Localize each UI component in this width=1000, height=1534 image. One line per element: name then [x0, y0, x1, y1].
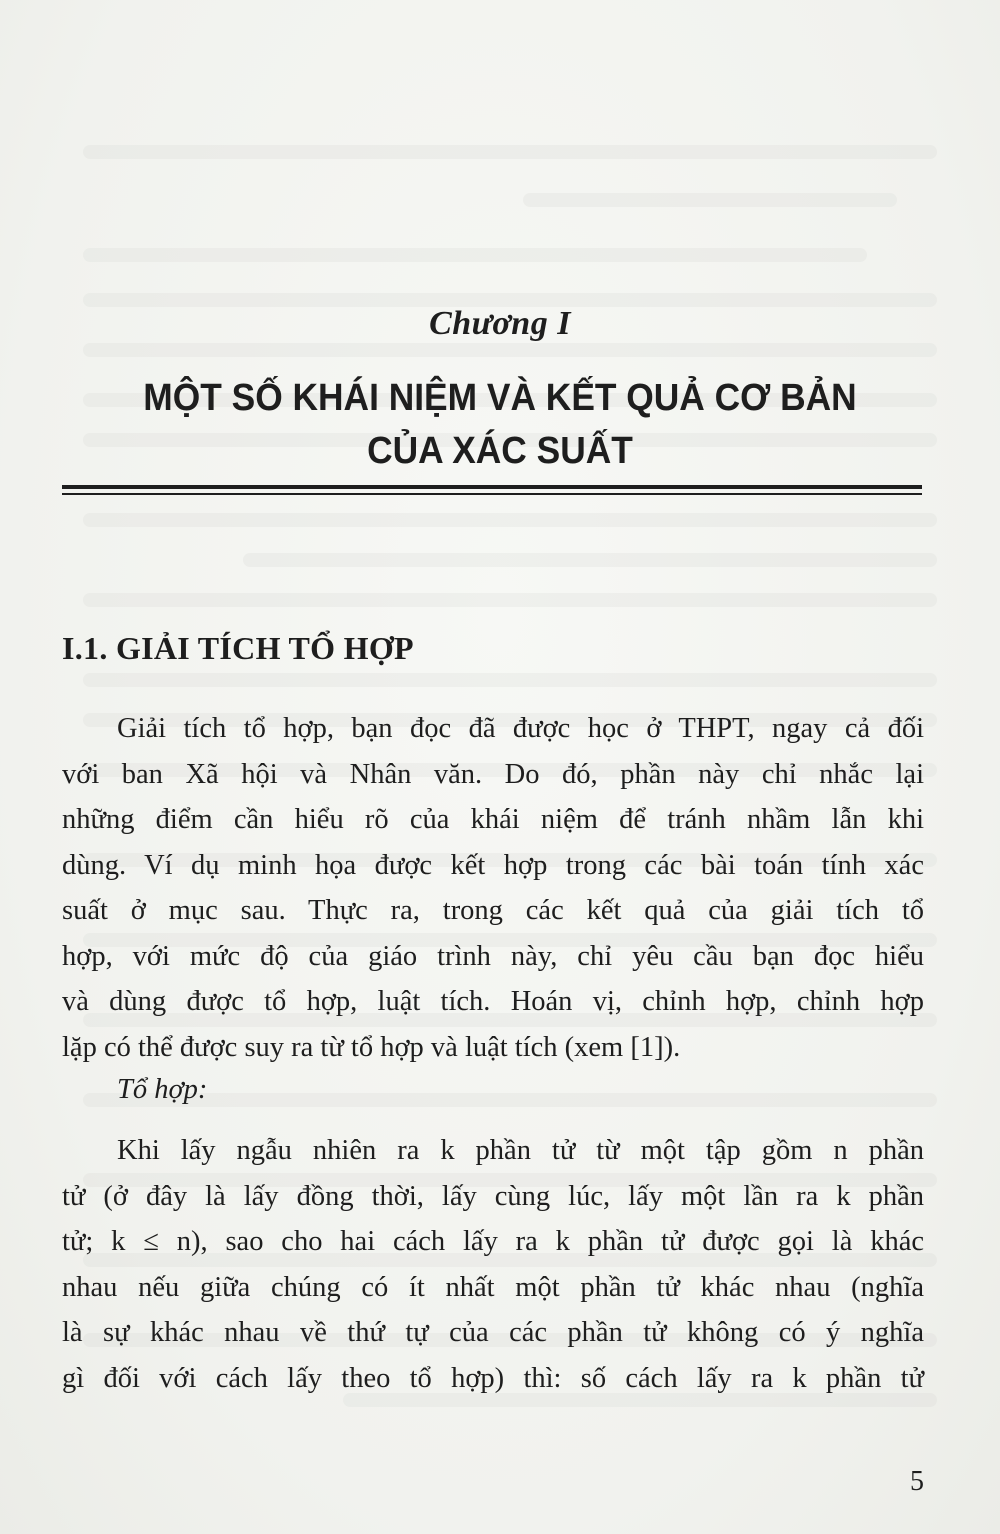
page-number: 5 [910, 1466, 924, 1497]
paragraph-line: Khi lấy ngẫu nhiên ra k phần tử từ một tập gồm n phần [117, 1135, 924, 1166]
chapter-label: Chương I [429, 305, 571, 342]
title-rule-thick [62, 485, 922, 489]
paragraph-line: là sự khác nhau về thứ tự của các phần tử không có ý nghĩa [62, 1317, 924, 1348]
paragraph-line: suất ở mục sau. Thực ra, trong các kết quả của giải tích tổ [62, 895, 924, 926]
chapter-title-line1: MỘT SỐ KHÁI NIỆM VÀ KẾT QUẢ CƠ BẢN [143, 377, 857, 419]
paragraph-line: tử (ở đây là lấy đồng thời, lấy cùng lúc, lấy một lần ra k phần [62, 1180, 924, 1212]
chapter-title-line2: CỦA XÁC SUẤT [367, 430, 633, 472]
paragraph-1 [62, 706, 924, 1070]
paragraph-line: tử; k ≤ n), sao cho hai cách lấy ra k phần tử được gọi là khác [62, 1226, 924, 1257]
paragraph-line: những điểm cần hiểu rõ của khái niệm để tránh nhầm lẫn khi [62, 804, 924, 835]
subheading-to-hop: Tổ hợp: [117, 1074, 208, 1105]
chapter-title [91, 372, 909, 478]
title-rule-thin [62, 493, 922, 495]
paragraph-line: với ban Xã hội và Nhân văn. Do đó, phần này chỉ nhắc lại [62, 758, 924, 790]
paragraph-line: lặp có thể được suy ra từ tổ hợp và luật tích (xem [1]). [62, 1031, 681, 1063]
paragraph-line: gì đối với cách lấy theo tổ hợp) thì: số cách lấy ra k phần tử [62, 1362, 924, 1394]
paragraph-line: và dùng được tổ hợp, luật tích. Hoán vị, chỉnh hợp, chỉnh hợp [62, 986, 924, 1017]
paragraph-2 [62, 1128, 924, 1401]
paragraph-line: hợp, với mức độ của giáo trình này, chỉ yêu cầu bạn đọc hiểu [62, 940, 924, 972]
section-heading: I.1. GIẢI TÍCH TỔ HỢP [62, 630, 414, 666]
paragraph-line: Giải tích tổ hợp, bạn đọc đã được học ở THPT, ngay cả đối [117, 713, 924, 744]
paragraph-line: dùng. Ví dụ minh họa được kết hợp trong các bài toán tính xác [62, 849, 924, 881]
paragraph-line: nhau nếu giữa chúng có ít nhất một phần tử khác nhau (nghĩa [62, 1271, 924, 1303]
